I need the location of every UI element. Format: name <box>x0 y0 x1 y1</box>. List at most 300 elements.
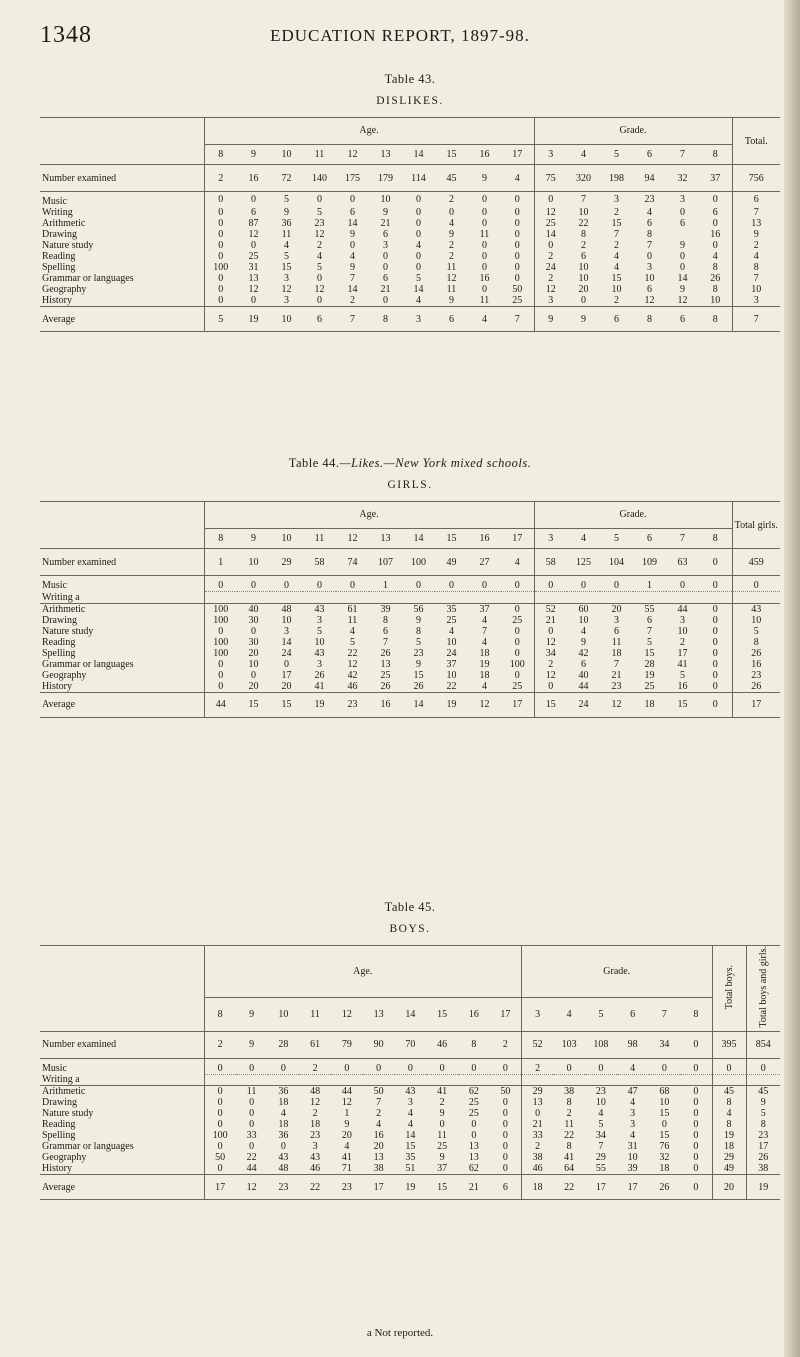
table-45-cell: 8 <box>566 1097 572 1109</box>
table-45-cell-music: 0 <box>712 1058 746 1074</box>
table-45-cell-music: 0 <box>490 1058 522 1074</box>
table-44-cell: 5 <box>680 669 686 681</box>
table-43-cell: 11 <box>446 284 457 295</box>
table-44-cell: 7 <box>647 625 653 637</box>
table-44-cell: 9 <box>416 658 421 670</box>
table-44-number-examined-value: 27 <box>468 549 501 576</box>
table-44-average-value: 15 <box>666 692 699 717</box>
table-44-row <box>40 615 780 626</box>
table-45-number-examined-value: 28 <box>268 1031 300 1058</box>
table-44-average-value: 18 <box>633 692 666 717</box>
table-43-cell: 21 <box>380 284 391 295</box>
table-43-age-col-13: 13 <box>369 144 402 165</box>
table-44-cell: 10 <box>732 615 780 626</box>
table-44-cell: 3 <box>614 614 620 626</box>
table-43-average-value: 8 <box>369 307 402 332</box>
table-44-row-label: Nature study <box>42 625 94 637</box>
table-45-cell-writing-empty <box>395 1074 427 1086</box>
table-43-cell: 7 <box>732 273 780 284</box>
table-43-cell: 3 <box>647 262 653 273</box>
table-45-cell: 0 <box>522 1108 554 1119</box>
table-43-cell: 36 <box>281 218 292 229</box>
table-43-grade-group-header: Grade. <box>534 118 732 145</box>
table-45-cell: 10 <box>627 1152 638 1164</box>
table-44-cell: 0 <box>712 625 718 637</box>
table-43-cell: 10 <box>578 273 589 284</box>
table-44-cell: 10 <box>248 658 259 670</box>
table-44-total-header-0 <box>732 502 780 549</box>
table-44-cell: 21 <box>611 669 622 681</box>
table-43-cell: 22 <box>578 218 589 229</box>
table-44-cell: 0 <box>514 647 520 659</box>
table-43-subtitle: DISLIKES. <box>376 95 444 107</box>
table-44-number-examined-value: 63 <box>666 549 699 576</box>
table-45-cell: 23 <box>746 1130 780 1141</box>
table-45-row <box>40 1108 780 1119</box>
table-45-cell: 9 <box>439 1152 445 1164</box>
table-44-cell-music: 1 <box>633 576 666 592</box>
table-43-cell: 0 <box>514 194 520 205</box>
table-45-cell: 18 <box>278 1119 289 1131</box>
table-43-cell: 8 <box>712 262 718 273</box>
table-43-row-label: Reading <box>42 251 76 262</box>
table-45-cell-writing-empty <box>746 1074 780 1086</box>
table-43-cell: 24 <box>534 262 567 273</box>
table-43-cell: 3 <box>284 295 289 306</box>
table-45-cell: 4 <box>344 1141 350 1153</box>
table-43-cell: 0 <box>482 251 487 262</box>
table-44-cell: 6 <box>383 625 388 637</box>
table-44-cell-writing-empty <box>501 592 534 604</box>
table-43-age-col-14: 14 <box>402 144 435 165</box>
table-44-cell: 23 <box>732 670 780 681</box>
table-44-cell: 20 <box>248 680 259 692</box>
table-44-cell: 8 <box>383 614 388 626</box>
table-44-number-examined-value: 58 <box>303 549 336 576</box>
table-44-cell: 3 <box>284 625 289 637</box>
table-45-cell: 17 <box>746 1141 780 1152</box>
table-45-cell: 11 <box>564 1119 574 1131</box>
table-43-cell: 3 <box>284 273 289 284</box>
table-45-cell: 15 <box>659 1108 670 1120</box>
table-44-number-examined-value: 107 <box>369 549 402 576</box>
table-43-average-value: 6 <box>666 307 699 332</box>
table-44-cell-writing-empty <box>303 592 336 604</box>
table-45-cell-writing-empty <box>712 1074 746 1086</box>
table-43-average-value: 3 <box>402 307 435 332</box>
table-44-cell: 0 <box>204 681 237 693</box>
table-45-cell-writing-empty <box>522 1074 554 1086</box>
table-45-cell-music: 0 <box>363 1058 395 1074</box>
table-43-cell: 0 <box>350 194 355 205</box>
table-43-row <box>40 262 780 273</box>
table-43-grid <box>40 117 780 332</box>
table-43-cell: 2 <box>732 240 780 251</box>
table-45-cell: 0 <box>693 1086 699 1098</box>
table-43-row <box>40 218 780 229</box>
table-45-cell: 26 <box>746 1152 780 1163</box>
table-43-row-label: Arithmetic <box>42 218 86 229</box>
table-45-average-value: 20 <box>712 1175 746 1200</box>
table-43-age-group-header: Age. <box>204 118 534 145</box>
table-44-cell-music: 0 <box>501 576 534 592</box>
table-45-cell: 0 <box>693 1108 699 1120</box>
table-44-cell: 11 <box>347 614 358 626</box>
table-45-cell: 15 <box>659 1130 670 1142</box>
table-45-cell: 50 <box>500 1086 511 1098</box>
table-43-cell: 0 <box>482 262 487 273</box>
table-44-cell: 100 <box>204 603 237 615</box>
table-44-cell-music: 0 <box>534 576 567 592</box>
table-43-cell: 0 <box>383 251 388 262</box>
table-44-cell: 19 <box>479 658 490 670</box>
table-43-cell: 25 <box>534 218 567 229</box>
table-43-average-row <box>40 307 780 332</box>
table-43-number-examined-value: 4 <box>501 165 534 192</box>
table-44-cell-writing-empty <box>633 592 666 604</box>
table-45-cell: 43 <box>405 1086 416 1098</box>
table-44-caption-rest: —Likes.—New York mixed schools. <box>339 456 532 470</box>
table-44-cell: 16 <box>677 680 688 692</box>
table-44-cell: 0 <box>712 603 718 615</box>
table-43-total-header-text-0: Total. <box>744 135 768 147</box>
table-45-average-value: 12 <box>236 1175 268 1200</box>
table-43-number-examined-value: 72 <box>270 165 303 192</box>
table-43-cell: 2 <box>534 273 567 284</box>
table-45-cell: 21 <box>522 1119 554 1130</box>
table-43-cell: 10 <box>578 207 589 218</box>
table-45-row-label-writing: Writing a <box>40 1074 204 1086</box>
table-44-cell: 5 <box>416 636 421 648</box>
table-45-cell: 3 <box>630 1108 636 1120</box>
table-45-average-value: 22 <box>299 1175 331 1200</box>
table-43-cell: 4 <box>449 218 454 229</box>
table-45-cell-music: 0 <box>746 1058 780 1074</box>
table-43-cell: 0 <box>581 295 587 306</box>
table-44-cell-music: 0 <box>402 576 435 592</box>
table-44-cell: 0 <box>514 625 520 637</box>
table-44-cell-writing-empty <box>204 592 237 604</box>
table-45-cell: 18 <box>310 1119 321 1131</box>
table-45-cell: 9 <box>439 1108 445 1120</box>
table-45-cell-writing-empty <box>490 1074 522 1086</box>
table-45-cell: 0 <box>502 1163 508 1175</box>
table-45-row-music <box>40 1058 780 1074</box>
table-45-cell: 0 <box>502 1130 508 1142</box>
table-45-group-header-row <box>40 946 780 998</box>
table-45-cell-music: 2 <box>299 1058 331 1074</box>
table-43-cell: 9 <box>680 240 686 251</box>
table-45-cell: 3 <box>630 1119 636 1131</box>
table-43-number-examined-value: 756 <box>732 165 780 192</box>
table-43-cell: 0 <box>514 218 520 229</box>
table-44-cell: 2 <box>534 659 567 670</box>
table-43-cell: 6 <box>383 229 388 240</box>
table-45-cell: 0 <box>280 1141 286 1153</box>
table-44-cell: 30 <box>248 636 259 648</box>
table-43-cell: 0 <box>416 262 421 273</box>
table-45-cell: 29 <box>712 1152 746 1163</box>
table-44-cell: 60 <box>578 603 589 615</box>
table-45-cell: 3 <box>312 1141 318 1153</box>
table-43-row-label: Grammar or languages <box>42 273 134 284</box>
table-43-cell: 0 <box>514 273 520 284</box>
table-45-cell: 10 <box>659 1097 670 1109</box>
table-43-cell: 23 <box>314 218 325 229</box>
table-45-cell: 23 <box>310 1130 321 1142</box>
table-43-row-label: Spelling <box>42 262 76 273</box>
table-44-age-col-11: 11 <box>303 528 336 549</box>
table-43-cell: 9 <box>680 284 686 295</box>
table-43-average-value: 4 <box>468 307 501 332</box>
table-43-cell: 9 <box>284 207 289 218</box>
table-44-grid <box>40 501 780 718</box>
table-43-cell: 0 <box>251 194 256 205</box>
table-43-number-examined-value: 198 <box>600 165 633 192</box>
table-45-cell: 38 <box>373 1163 384 1175</box>
table-45-cell: 39 <box>627 1163 638 1175</box>
table-44-cell: 5 <box>350 636 355 648</box>
table-45-cell: 0 <box>471 1130 477 1142</box>
table-44-cell: 100 <box>204 648 237 659</box>
table-44-cell: 4 <box>350 625 355 637</box>
table-44-group-header-row <box>40 502 780 529</box>
table-43-cell: 15 <box>611 273 622 284</box>
table-44-subtitle: GIRLS. <box>387 479 433 491</box>
table-44-cell: 0 <box>712 614 718 626</box>
table-44-cell-music: 0 <box>600 576 633 592</box>
table-45-cell: 43 <box>310 1152 321 1164</box>
table-44-cell: 5 <box>317 625 322 637</box>
table-43-cell: 0 <box>383 262 388 273</box>
table-44-cell-writing-empty <box>666 592 699 604</box>
table-45-cell: 32 <box>659 1152 670 1164</box>
table-45-age-col-17: 17 <box>490 997 522 1031</box>
table-44-row-label-writing: Writing a <box>40 592 204 604</box>
table-43-cell: 0 <box>350 240 355 251</box>
table-45-cell: 23 <box>595 1086 606 1098</box>
table-44-cell: 7 <box>383 636 388 648</box>
table-43-cell: 0 <box>204 207 237 218</box>
table-43-cell: 0 <box>482 194 487 205</box>
table-43-cell: 6 <box>581 251 587 262</box>
table-44-cell-writing-empty <box>369 592 402 604</box>
table-44-number-examined-value: 4 <box>501 549 534 576</box>
table-43-cell: 2 <box>614 240 620 251</box>
table-44-average-value: 19 <box>303 692 336 717</box>
table-45-cell: 49 <box>712 1163 746 1175</box>
table-45-cell: 2 <box>376 1108 382 1120</box>
table-45-average-value: 21 <box>458 1175 490 1200</box>
table-44-cell: 0 <box>251 625 256 637</box>
table-43-cell: 9 <box>732 229 780 240</box>
table-45-cell: 16 <box>373 1130 384 1142</box>
table-45-cell: 48 <box>310 1086 321 1098</box>
table-43-row <box>40 295 780 307</box>
table-43-cell: 0 <box>680 207 686 218</box>
table-44-number-examined-value: 104 <box>600 549 633 576</box>
table-45-cell: 50 <box>373 1086 384 1098</box>
table-44-cell: 10 <box>446 636 457 648</box>
table-45-number-examined-value: 108 <box>585 1031 617 1058</box>
table-44-cell: 9 <box>581 636 587 648</box>
table-44-number-examined-value: 74 <box>336 549 369 576</box>
table-45-average-value: 26 <box>649 1175 681 1200</box>
table-44-cell: 16 <box>732 659 780 670</box>
table-44-average-value: 0 <box>699 692 732 717</box>
table-43-number-examined-value: 94 <box>633 165 666 192</box>
table-44-cell-music: 0 <box>435 576 468 592</box>
table-45-average-value: 15 <box>426 1175 458 1200</box>
table-44-average-value: 17 <box>732 692 780 717</box>
table-43-average-value: 10 <box>270 307 303 332</box>
table-44-cell: 12 <box>534 637 567 648</box>
table-44-cell: 17 <box>677 647 688 659</box>
table-45-age-col-8: 8 <box>204 997 236 1031</box>
table-45-average-value: 0 <box>680 1175 712 1200</box>
table-45-cell: 76 <box>659 1141 670 1153</box>
table-45-cell: 10 <box>595 1097 606 1109</box>
table-43-cell: 0 <box>712 218 718 229</box>
table-45-cell: 2 <box>312 1108 318 1120</box>
table-45-cell: 4 <box>712 1108 746 1119</box>
table-45-cell: 29 <box>595 1152 606 1164</box>
table-44-cell: 42 <box>347 669 358 681</box>
table-45-row-label: Geography <box>42 1152 87 1164</box>
table-45-age-col-14: 14 <box>395 997 427 1031</box>
table-45-number-examined-value: 98 <box>617 1031 649 1058</box>
table-43-age-col-10: 10 <box>270 144 303 165</box>
table-43-number-examined-value: 75 <box>534 165 567 192</box>
table-45-age-col-12: 12 <box>331 997 363 1031</box>
table-44-average-value: 12 <box>468 692 501 717</box>
table-44-cell-music: 0 <box>270 576 303 592</box>
table-44-average-value: 15 <box>270 692 303 717</box>
table-43-cell: 12 <box>248 229 259 240</box>
table-44-cell: 55 <box>644 603 655 615</box>
table-43-average-value: 8 <box>699 307 732 332</box>
table-45-cell: 25 <box>468 1108 479 1120</box>
table-43-cell: 2 <box>614 295 620 306</box>
table-43-cell: 0 <box>514 207 520 218</box>
table-43-cell: 13 <box>248 273 259 284</box>
table-44-cell-music: 0 <box>732 576 780 592</box>
table-45-cell: 0 <box>471 1119 477 1131</box>
table-43-cell: 0 <box>204 229 237 240</box>
table-45-cell: 19 <box>712 1130 746 1141</box>
table-43-cell: 25 <box>248 251 259 262</box>
table-45-grade-group-header: Grade. <box>522 946 713 998</box>
table-44-number-examined-label: Number examined <box>40 549 204 576</box>
table-44-cell: 100 <box>204 615 237 626</box>
table-43-average-value: 9 <box>534 307 567 332</box>
table-45-average-value: 19 <box>395 1175 427 1200</box>
table-43-age-col-15: 15 <box>435 144 468 165</box>
table-43-number-examined-value: 2 <box>204 165 237 192</box>
table-43-cell: 6 <box>680 218 686 229</box>
table-43-number-examined-value: 45 <box>435 165 468 192</box>
table-44-cell-writing-empty <box>567 592 600 604</box>
table-45-cell: 13 <box>468 1141 479 1153</box>
table-44-cell: 61 <box>347 603 358 615</box>
table-43-number-examined-value: 140 <box>303 165 336 192</box>
table-44-cell: 0 <box>712 658 718 670</box>
table-44-cell: 26 <box>314 669 325 681</box>
table-43-caption: Table 43. <box>384 72 436 86</box>
table-43-number-examined-label: Number examined <box>40 165 204 192</box>
table-45-cell: 1 <box>344 1108 350 1120</box>
table-45-number-examined-value: 8 <box>458 1031 490 1058</box>
table-44-age-col-10: 10 <box>270 528 303 549</box>
table-44-grade-col-6: 6 <box>633 528 666 549</box>
table-43-cell: 10 <box>380 194 391 205</box>
table-44-cell: 23 <box>413 647 424 659</box>
table-44-cell: 17 <box>281 669 292 681</box>
table-45-cell: 55 <box>595 1163 606 1175</box>
table-44-age-col-13: 13 <box>369 528 402 549</box>
table-43-stub-header <box>40 118 204 145</box>
table-43-cell: 3 <box>534 295 567 307</box>
table-43-cell: 9 <box>350 262 355 273</box>
table-44-cell: 18 <box>479 647 490 659</box>
table-44-cell: 52 <box>534 603 567 615</box>
table-43-row <box>40 207 780 218</box>
table-45-cell: 44 <box>246 1163 257 1175</box>
table-43-average-value: 8 <box>633 307 666 332</box>
table-45-row-label: Spelling <box>42 1130 76 1142</box>
table-45-number-examined-value: 0 <box>680 1031 712 1058</box>
table-44-cell: 10 <box>578 614 589 626</box>
table-45-cell: 4 <box>280 1108 286 1120</box>
table-45-cell: 62 <box>468 1163 479 1175</box>
table-45-cell: 62 <box>468 1086 479 1098</box>
table-45-age-col-16: 16 <box>458 997 490 1031</box>
table-43-cell <box>666 229 699 240</box>
table-43-cell: 4 <box>416 240 421 251</box>
table-43-number-examined-value: 32 <box>666 165 699 192</box>
table-43-cell: 26 <box>710 273 721 284</box>
table-44-number-examined-value: 49 <box>435 549 468 576</box>
table-44-cell: 26 <box>380 647 391 659</box>
table-44-cell: 10 <box>314 636 325 648</box>
table-44-row <box>40 681 780 693</box>
table-43-age-col-9: 9 <box>237 144 270 165</box>
table-44-cell: 26 <box>732 681 780 693</box>
page-edge-shadow <box>784 0 800 1357</box>
table-45-number-examined-value: 2 <box>490 1031 522 1058</box>
table-45-age-group-header: Age. <box>204 946 522 998</box>
table-44-cell-music: 0 <box>204 576 237 592</box>
table-44-cell: 7 <box>482 625 487 637</box>
table-44-cell: 39 <box>380 603 391 615</box>
table-43-cell: 0 <box>680 262 686 273</box>
table-44-total-header-text-0: Total girls. <box>734 519 778 531</box>
table-44-cell: 21 <box>534 615 567 626</box>
table-45-cell: 38 <box>522 1152 554 1163</box>
table-45-grade-col-4: 4 <box>553 997 585 1031</box>
table-44-cell-music: 0 <box>336 576 369 592</box>
table-43-cell: 4 <box>614 251 620 262</box>
table-45-cell: 100 <box>204 1130 236 1141</box>
table-44-cell: 24 <box>446 647 457 659</box>
table-43-cell: 0 <box>712 240 718 251</box>
table-44-age-col-15: 15 <box>435 528 468 549</box>
table-45-cell: 0 <box>249 1119 255 1131</box>
table-45-cell: 31 <box>627 1141 638 1153</box>
table-43-number-examined-value: 179 <box>369 165 402 192</box>
table-43-cell: 0 <box>482 240 487 251</box>
table-43-cell: 2 <box>534 251 567 262</box>
